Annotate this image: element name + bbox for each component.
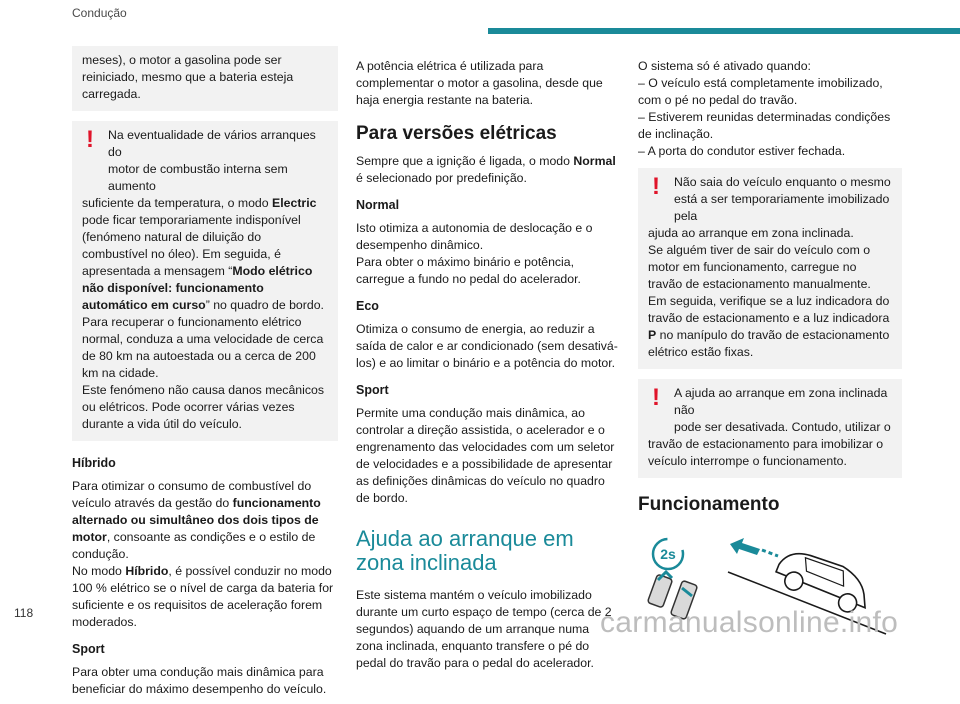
heading-hibrido: Híbrido [72, 456, 116, 470]
warning-body [82, 195, 328, 314]
paragraph-normal [356, 220, 618, 288]
bold-text: Híbrido [125, 564, 169, 578]
warning-line-1: Na eventualidade de vários arranques do [108, 128, 316, 159]
warning-icon: ! [652, 173, 660, 200]
heading-normal: Normal [356, 198, 400, 212]
warning-box-electric-mode [72, 121, 338, 441]
text: Isto otimiza a autonomia de deslocação e o desempenho dinâmico. [356, 221, 593, 252]
section-title-hill-start: Ajuda ao arranque em zona inclinada [356, 526, 574, 575]
paragraph-electric-power: A potência elétrica é utilizada para complementar o motor a gasolina, desde que haja energia restante na bateria. [356, 59, 603, 107]
column-1 [72, 46, 338, 704]
warning-text: ” no quadro de bordo. [205, 298, 324, 312]
text: Para obter o máximo binário e potência, carregue a fundo no pedal do acelerador. [356, 255, 581, 286]
header-title: Condução [72, 6, 127, 20]
warning-line-1: A ajuda ao arranque em zona inclinada não [674, 386, 888, 417]
timer-label: 2s [660, 546, 676, 562]
paragraph-default-mode [356, 153, 618, 187]
text: Para otimizar o consumo de combustível do veículo através da gestão do [72, 479, 312, 510]
text: , é possível conduzir no modo 100 % elétrico se o nível de carga da bateria for suficiente e os requisitos de aceleração forem moderados. [72, 564, 334, 629]
warning-paragraph-3: Este fenómeno não causa danos mecânicos ou elétricos. Pode ocorrer várias vezes durante a vida útil do veículo. [82, 383, 324, 431]
warning-bold-message: Modo elétrico não disponível: funcionamento automático em curso [82, 264, 313, 312]
text: , consoante as condições e o estilo de condução. [72, 530, 316, 561]
text: Se alguém tiver de sair do veículo com o motor em funcionamento, carregue no travão de estacionamento manualmente. Em seguida, verifique se a luz indicadora do travão de estacionamento e a luz indicadora [648, 243, 890, 325]
warning-text: ajuda ao arranque em zona inclinada. [648, 226, 854, 240]
text: no manípulo do travão de estacionamento elétrico estão fixas. [648, 328, 890, 359]
warning-box-cannot-deactivate [638, 379, 902, 478]
warning-box-do-not-leave [638, 168, 902, 369]
list-item: – A porta do condutor estiver fechada. [638, 144, 846, 158]
conditions-list [638, 58, 902, 160]
warning-line-2: pode ser desativada. Contudo, utilizar o [674, 420, 891, 434]
bold-text: funcionamento alternado ou simultâneo dos dois tipos de motor [72, 496, 321, 544]
warning-text: travão de estacionamento para imobilizar o veículo interrompe o funcionamento. [648, 437, 884, 468]
heading-electric-versions: Para versões elétricas [356, 123, 557, 144]
warning-icon: ! [86, 126, 94, 153]
list-item: – O veículo está completamente imobilizado, com o pé no pedal do travão. [638, 76, 883, 107]
warning-line-2: motor de combustão interna sem aumento [108, 162, 288, 193]
text: é selecionado por predefinição. [356, 171, 527, 185]
warning-paragraph-2 [648, 242, 892, 361]
watermark: carmanualsonline.info [600, 606, 899, 639]
warning-bold-electric: Electric [272, 196, 317, 210]
header-accent-bar [488, 28, 960, 34]
note-box-continued [72, 46, 338, 111]
warning-text: suficiente da temperatura, o modo [82, 196, 273, 210]
heading-sport: Sport [72, 642, 105, 656]
page-number: 118 [14, 606, 34, 620]
paragraph-hibrido-1 [72, 478, 338, 631]
warning-icon: ! [652, 384, 660, 411]
column-3 [638, 58, 902, 647]
paragraph-sport: Permite uma condução mais dinâmica, ao controlar a direção assistida, o acelerador e o engrenamento das velocidades com um seletor de velocidades e a possibilidade de apresentar as definições dinâmicas do veículo no quadro de bordo. [356, 406, 615, 505]
text: O sistema só é ativado quando: [638, 59, 811, 73]
paragraph-eco: Otimiza o consumo de energia, ao reduzir a saída de calor e ar condicionado (sem desativá-los) e ao limitar o binário e a potência do motor. [356, 322, 618, 370]
list-item: – Estiverem reunidas determinadas condições de inclinação. [638, 110, 891, 141]
warning-paragraph-2: Para recuperar o funcionamento elétrico normal, conduza a uma velocidade de cerca de 80 km na autoestada ou a cerca de 200 km na cidade. [82, 315, 324, 380]
text: No modo [72, 564, 126, 578]
bold-text: Normal [573, 154, 616, 168]
timer-icon [653, 539, 683, 569]
text: Sempre que a ignição é ligada, o modo [356, 154, 574, 168]
paragraph-sport: Para obter uma condução mais dinâmica para beneficiar do máximo desempenho do veículo. [72, 665, 327, 696]
bold-text: P [648, 328, 657, 342]
heading-eco: Eco [356, 299, 379, 313]
warning-text: pode ficar temporariamente indisponível (fenómeno natural de diluição do combustível no óleo). Em seguida, é apresentada a mensagem “ [82, 213, 301, 278]
warning-line-2: está a ser temporariamente imobilizado pela [674, 192, 890, 223]
column-2 [356, 58, 618, 678]
warning-line-1: Não saia do veículo enquanto o mesmo [674, 175, 891, 189]
heading-funcionamento: Funcionamento [638, 494, 780, 515]
paragraph-hill-start: Este sistema mantém o veículo imobilizado durante um curto espaço de tempo (cerca de 2 segundos) aquando de um arranque numa zona inclinada, enquanto transfere o pé do pedal do travão para o pedal do acelerador. [356, 588, 612, 670]
note-text: meses), o motor a gasolina pode ser reiniciado, mesmo que a bateria esteja carregada. [82, 53, 294, 101]
heading-sport: Sport [356, 383, 389, 397]
arrow-icon [730, 538, 778, 556]
